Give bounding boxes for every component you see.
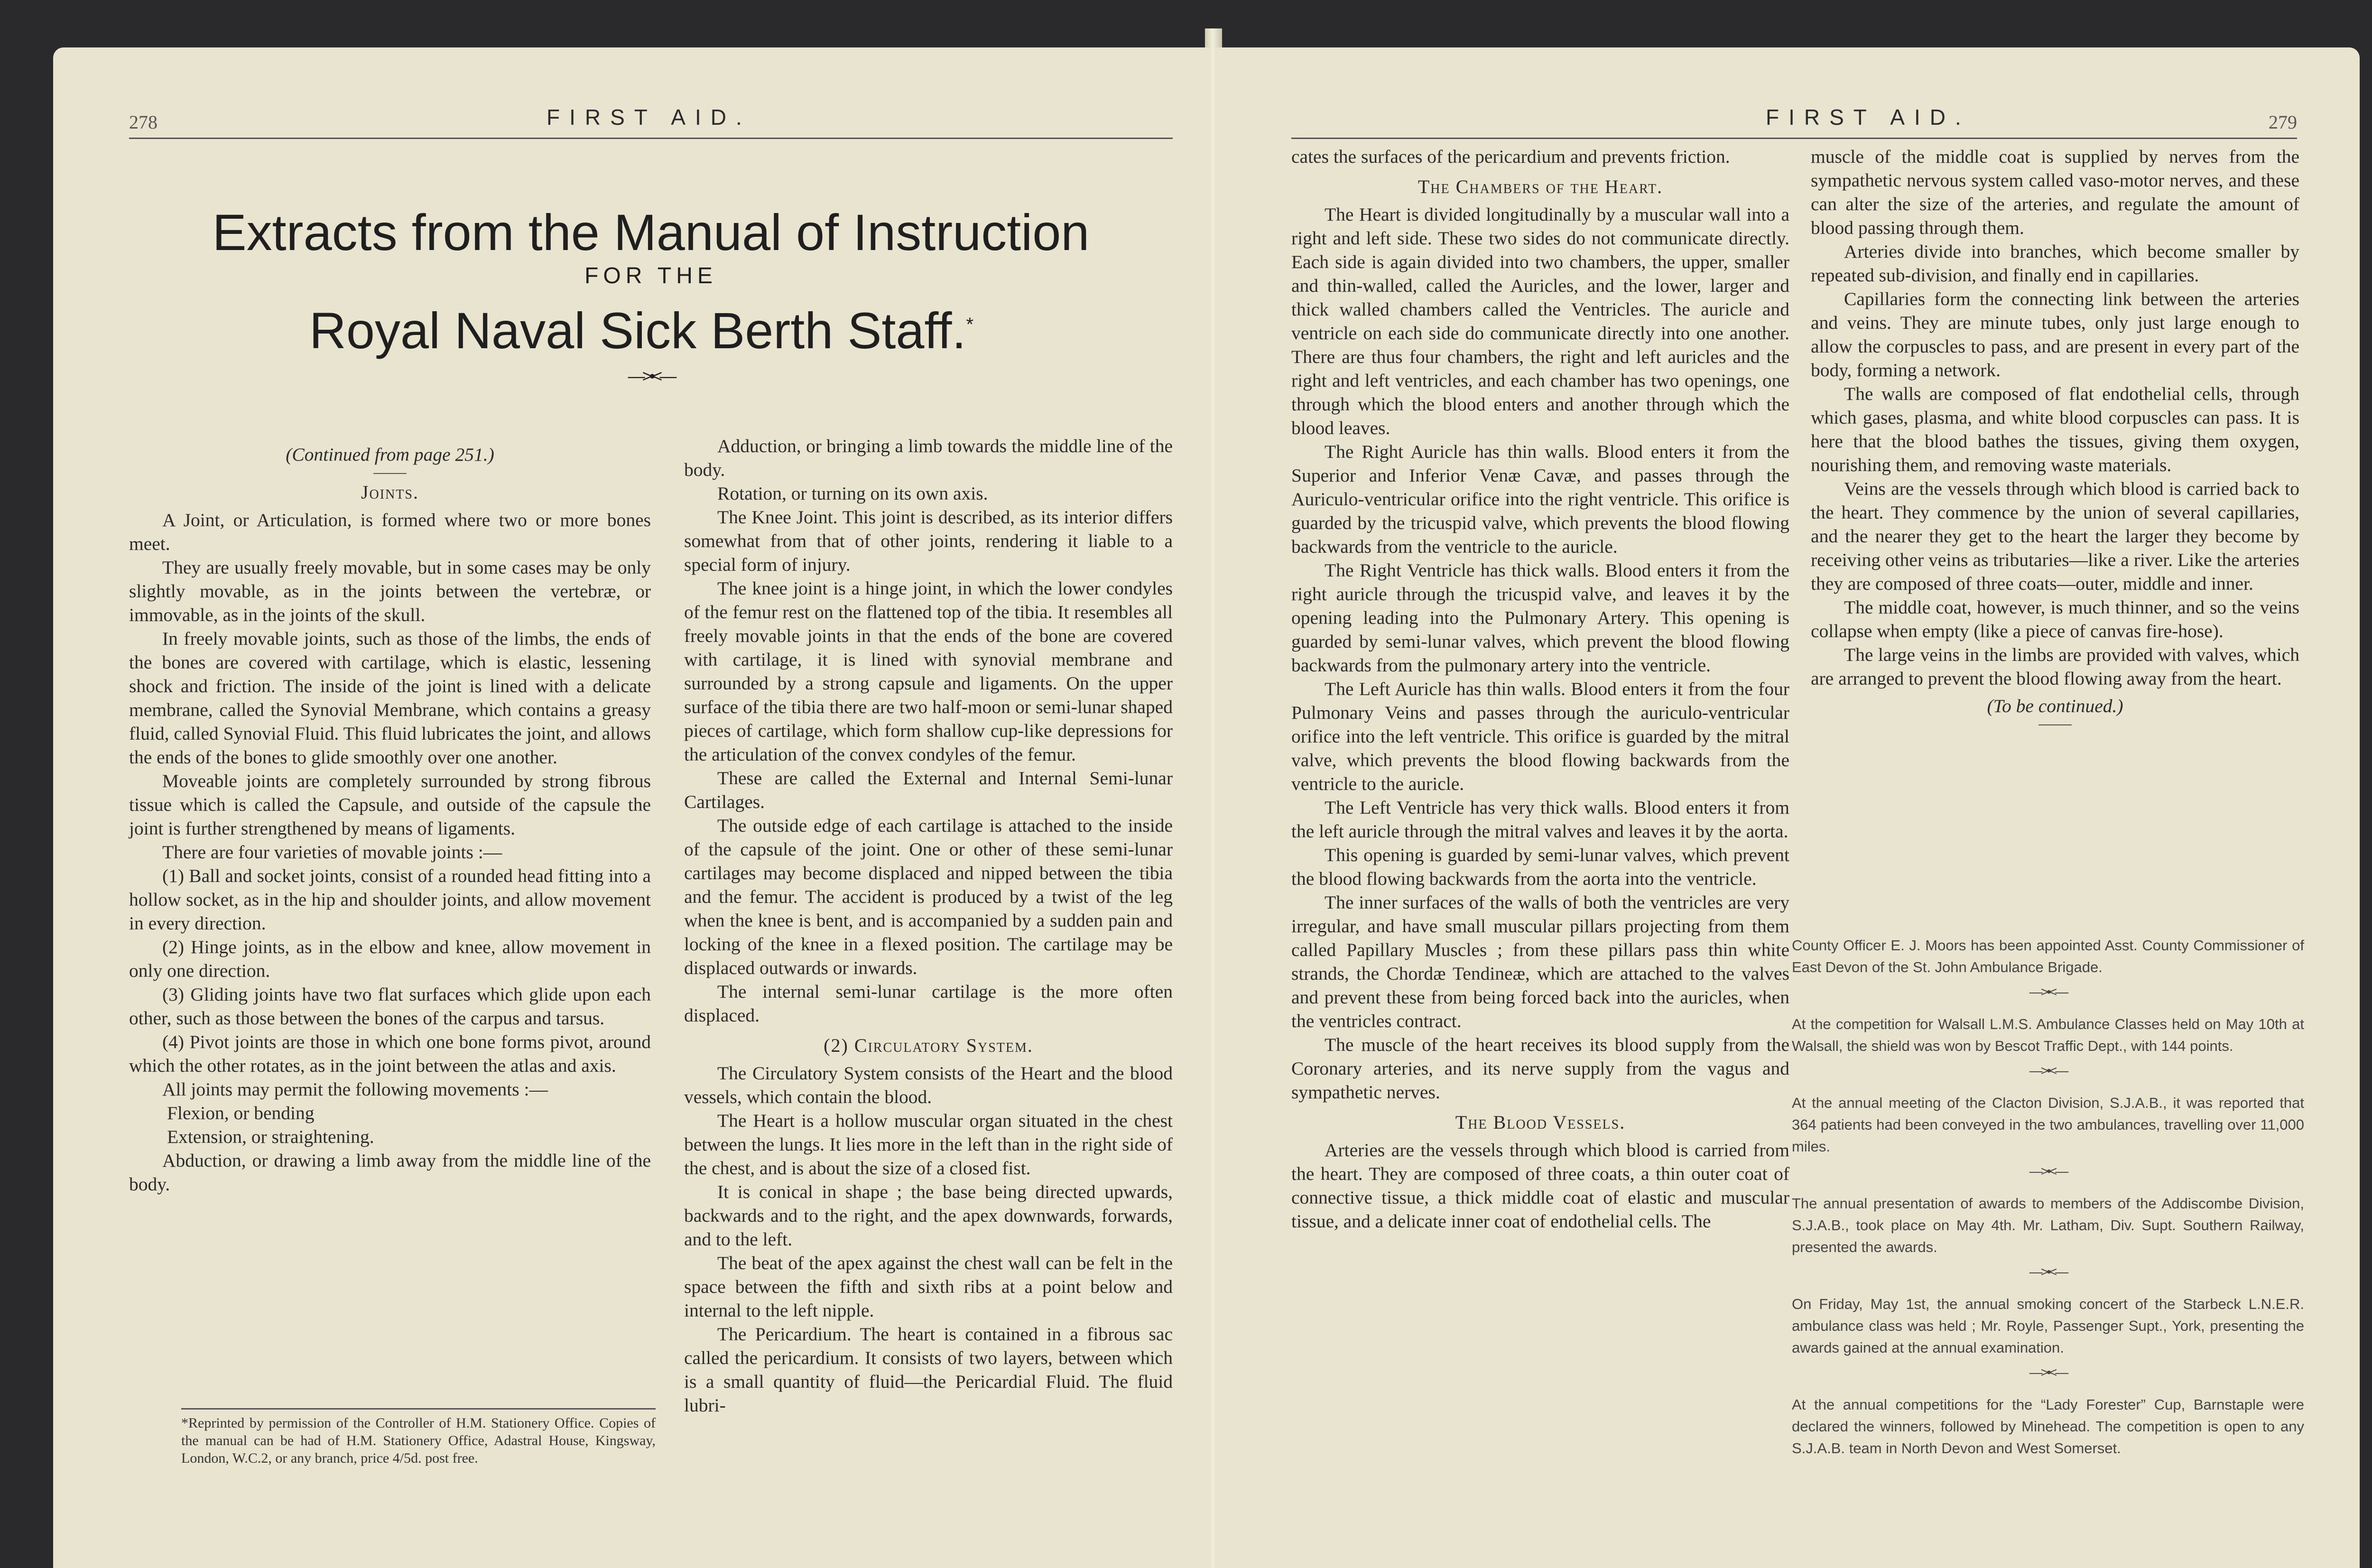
paragraph: The Left Ventricle has very thick walls. Blood enters it from the left auricle through the mitral valves and leaves it by the aorta. [1291,797,1789,842]
paragraph: A Joint, or Articulation, is formed where two or more bones meet. [129,510,651,554]
continued-note: (Continued from page 251.) [286,444,494,465]
paragraph: The Right Ventricle has thick walls. Blood enters it from the right auricle through the tricuspid valve, and leaves it by the opening leading into the Pulmonary Artery. This opening is guarded by semi-lunar valves, which prevent the blood flowing backwards from the pulmonary artery into the ventricle. [1291,560,1789,676]
footnote: *Reprinted by permission of the Controller of H.M. Stationery Office. Copies of the manual can be had of H.M. Stationery Office, Adastral House, Kingsway, London, W.C.2, or any branch, price 4/5d. post free. [181,1408,656,1467]
paragraph: The Heart is a hollow muscular organ situated in the chest between the lungs. It lies more in the left than in the right side of the chest, and is about the size of a closed fist. [684,1110,1173,1178]
section-heading: (2) Circulatory System. [824,1035,1033,1056]
title-ornament: —>•<— [628,366,674,386]
paragraph: This opening is guarded by semi-lunar valves, which prevent the blood flowing backwards from the aorta into the ventricle. [1291,844,1789,889]
running-header-left [129,104,1173,139]
heading-rule [373,473,407,474]
news-notes [1792,935,2304,1462]
paragraph: The walls are composed of flat endothelial cells, through which gases, plasma, and white blood corpuscles can pass. It is here that the blood bathes the tissues, giving them oxygen, nourishing them, and removing waste materials. [1811,383,2299,475]
left-page [53,47,1211,1568]
left-column-1 [129,439,651,1196]
list-item: (3) Gliding joints have two flat surfaces which glide upon each other, such as those between the bones of the carpus and tarsus. [129,984,651,1029]
note-separator: —>•<— [2029,1063,2067,1078]
paragraph: All joints may permit the following movements :— [162,1079,548,1100]
paragraph: These are called the External and Internal Semi-lunar Cartilages. [684,768,1173,812]
paragraph: The knee joint is a hinge joint, in which the lower condyles of the femur rest on the flattened top of the tibia. It resembles all freely movable joints in that the ends of the bone are covered with cartilage, it is lined with synovial membrane and surrounded by a strong capsule and ligaments. On the upper surface of the tibia there are two half-moon or semi-lunar shaped pieces of cartilage, which form shallow cup-like depressions for the articulation of the convex condyles of the femur. [684,578,1173,765]
note-separator: —>•<— [2029,1365,2067,1380]
paragraph: Rotation, or turning on its own axis. [717,483,988,504]
title-line-3 [110,289,1173,366]
paragraph: There are four varieties of movable joints :— [162,842,502,863]
paragraph: Arteries are the vessels through which blood is carried from the heart. They are composed of three coats, a thin outer coat of connective tissue, a thick middle coat of elastic and muscular tissue, and a delicate inner coat of endothelial cells. The [1291,1140,1789,1232]
news-note: At the annual meeting of the Clacton Division, S.J.A.B., it was reported that 364 patients had been conveyed in the two ambulances, travelling over 11,000 miles. [1792,1095,2304,1155]
paragraph: The muscle of the heart receives its blood supply from the Coronary arteries, and its nerve supply from the vagus and sympathetic nerves. [1291,1034,1789,1103]
paragraph: The Left Auricle has thin walls. Blood enters it from the four Pulmonary Veins and passes through the auriculo-ventricular orifice into the left ventricle. This orifice is guarded by the mitral valve, which prevents the blood flowing backwards from the ventricle to the auricle. [1291,678,1789,794]
article-title [129,204,1173,386]
section-heading: The Chambers of the Heart. [1418,176,1663,197]
note-separator: —>•<— [2029,1164,2067,1178]
movement-item: Abduction, or drawing a limb away from the middle line of the body. [129,1150,651,1195]
running-title: FIRST AID. [547,105,751,130]
title-line-1: Extracts from the Manual of Instruction [212,204,1090,261]
page-number: 278 [129,111,158,133]
paragraph: Veins are the vessels through which blood is carried back to the heart. They commence by the union of several capillaries, and the nearer they get to the heart the larger they become by receiving other veins as tributaries—like a river. Like the arteries they are composed of three coats—outer, middle and inner. [1811,478,2299,594]
paragraph: The inner surfaces of the walls of both the ventricles are very irregular, and have small muscular pillars projecting from them called Papillary Muscles ; from these pillars pass thin white strands, the Chordæ Tendineæ, which are attached to the valves and prevent these from being forced back into the auricles, when the ventricles contract. [1291,892,1789,1031]
note-separator: —>•<— [2029,984,2067,999]
running-title: FIRST AID. [1766,105,1971,130]
page-number: 279 [2269,111,2297,133]
paragraph: The Knee Joint. This joint is described, as its interior differs somewhat from that of other joints, rendering it liable to a special form of injury. [684,507,1173,575]
paragraph: The Heart is divided longitudinally by a muscular wall into a right and left side. These two sides do not communicate directly. Each side is again divided into two chambers, the upper, smaller and thin-walled, called the Auricles, and the lower, larger and thick walled chambers called the Ventricles. The auricle and ventricle on each side do communicate directly into one another. There are thus four chambers, the right and left auricles and the right and left ventricles, and each chamber has two openings, one through which the blood enters and another through which the blood leaves. [1291,204,1789,438]
list-item: (4) Pivot joints are those in which one bone forms pivot, around which the other rotates, as in the joint between the atlas and axis. [129,1031,651,1076]
right-page [1215,47,2360,1568]
paragraph: They are usually freely movable, but in some cases may be only slightly movable, as in the joints between the vertebræ, or immovable, as in the joints of the skull. [129,557,651,625]
section-heading: Joints. [361,482,419,503]
news-note: At the annual competitions for the “Lady Forester” Cup, Barnstaple were declared the winners, followed by Minehead. The competition is open to any S.J.A.B. team in North Devon and West Somerset. [1792,1396,2304,1457]
paragraph: Adduction, or bringing a limb towards the middle line of the body. [684,436,1173,480]
title-asterisk: * [966,314,974,335]
right-column-2 [1811,145,2299,728]
left-column-2 [684,434,1173,1417]
news-note: The annual presentation of awards to members of the Addiscombe Division, S.J.A.B., took place on May 4th. Mr. Latham, Div. Supt. Southern Railway, presented the awards. [1792,1195,2304,1255]
paragraph: The middle coat, however, is much thinner, and so the veins collapse when empty (like a piece of canvas fire-hose). [1811,597,2299,641]
paragraph: Moveable joints are completely surrounded by strong fibrous tissue which is called the Capsule, and outside of the capsule the joint is further strengthened by means of ligaments. [129,770,651,839]
right-column-1 [1291,145,1789,1233]
news-note: County Officer E. J. Moors has been appointed Asst. County Commissioner of East Devon of the St. John Ambulance Brigade. [1792,937,2304,975]
list-item: (2) Hinge joints, as in the elbow and knee, allow movement in only one direction. [129,937,651,981]
paragraph: The outside edge of each cartilage is attached to the inside of the capsule of the joint. One or other of these semi-lunar cartilages may become displaced and nipped between the tibia and the femur. The accident is produced by a twist of the leg when the knee is bent, and is accompanied by a sudden pain and locking of the knee in a flexed position. The cartilage may be displaced outwards or inwards. [684,815,1173,978]
movement-item: Flexion, or bending [167,1103,315,1123]
paragraph: It is conical in shape ; the base being directed upwards, backwards and to the right, and the apex downwards, forwards, and to the left. [684,1181,1173,1250]
section-rule [2038,724,2072,725]
paragraph: The large veins in the limbs are provided with valves, which are arranged to prevent the blood flowing away from the heart. [1811,644,2299,689]
title-line-3-text: Royal Naval Sick Berth Staff. [309,302,966,359]
running-header-right [1291,104,2297,139]
list-item: (1) Ball and socket joints, consist of a rounded head fitting into a hollow socket, as in the hip and shoulder joints, and allow movement in every direction. [129,865,651,934]
paragraph: muscle of the middle coat is supplied by nerves from the sympathetic nervous system called vaso-motor nerves, and these can alter the size of the arteries, and regulate the amount of blood passing through them. [1811,146,2299,238]
paragraph: Arteries divide into branches, which become smaller by repeated sub-division, and finally end in capillaries. [1811,241,2299,286]
paragraph: The Circulatory System consists of the Heart and the blood vessels, which contain the blood. [684,1063,1173,1107]
paragraph: Capillaries form the connecting link between the arteries and veins. They are minute tubes, only just large enough to allow the corpuscles to pass, and are present in every part of the body, forming a network. [1811,288,2299,380]
paragraph: The Pericardium. The heart is contained in a fibrous sac called the pericardium. It consists of two layers, between which is a small quantity of fluid—the Pericardial Fluid. The fluid lubri- [684,1324,1173,1416]
note-separator: —>•<— [2029,1264,2067,1279]
movement-item: Extension, or straightening. [167,1126,374,1147]
news-note: At the competition for Walsall L.M.S. Ambulance Classes held on May 10th at Walsall, the shield was won by Bescot Traffic Dept., with 144 points. [1792,1016,2304,1054]
title-line-2: FOR THE [584,263,717,288]
paragraph: In freely movable joints, such as those of the limbs, the ends of the bones are covered with cartilage, which is elastic, lessening shock and friction. The inside of the joint is lined with a delicate membrane, called the Synovial Membrane, which contains a greasy fluid, called Synovial Fluid. This fluid lubricates the joint, and allows the ends of the bones to glide smoothly over one another. [129,628,651,768]
paragraph: cates the surfaces of the pericardium and prevents friction. [1291,146,1730,167]
paragraph: The Right Auricle has thin walls. Blood enters it from the Superior and Inferior Venæ Cavæ, and passes through the Auriculo-ventricular orifice into the right ventricle. This orifice is guarded by the tricuspid valve, which prevents the blood flowing backwards from the ventricle to the auricle. [1291,441,1789,557]
news-note: On Friday, May 1st, the annual smoking concert of the Starbeck L.N.E.R. ambulance class was held ; Mr. Royle, Passenger Supt., York, presenting the awards gained at the annual examination. [1792,1296,2304,1356]
section-heading: The Blood Vessels. [1455,1112,1626,1133]
to-be-continued: (To be continued.) [1987,696,2123,716]
paragraph: The internal semi-lunar cartilage is the more often displaced. [684,981,1173,1026]
paragraph: The beat of the apex against the chest wall can be felt in the space between the fifth and sixth ribs at a point below and internal to the left nipple. [684,1253,1173,1321]
